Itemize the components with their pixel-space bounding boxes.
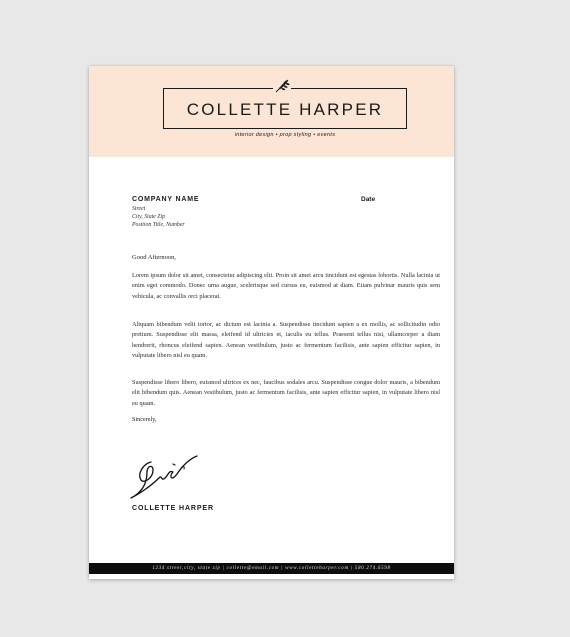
- recipient-address: [132, 205, 185, 229]
- letter-paragraph-3: Suspendisse libero libero, euismod ultrices ex nec, faucibus sodales arcu. Suspendisse congue dolor mauris, a bibendum elit bibendum quis. Aenean vestibulum, justo ac fermentum facilisis, ante sapien efficitur sapien, in vulputate libero nisl eu quam.: [132, 379, 440, 407]
- address-street: Street: [132, 206, 146, 212]
- recipient-company-name: COMPANY NAME: [132, 196, 200, 203]
- letter-date-label: Date: [361, 196, 376, 203]
- leaf-sprig-icon: [273, 78, 291, 94]
- brand-name: COLLETTE HARPER: [186, 100, 384, 119]
- letter-paragraph-1: Lorem ipsum dolor sit amet, consectetur adipiscing elit. Proin sit amet arcu tincidunt est egestas lobortis. Nulla lacinia ut enim eget commodo. Donec urna augue, scelerisque sed cursus eu, euismod at diam. Etiam pulvinar mauris quis sem vehicula, ac convallis orci placerat.: [132, 272, 440, 300]
- letter-greeting: Good Afternoon,: [132, 254, 177, 261]
- letterhead-page: [89, 66, 454, 579]
- handwritten-signature: [129, 452, 205, 502]
- contact-footer-bar: [89, 563, 454, 574]
- brand-tagline: interior design • prop styling • events: [234, 132, 336, 138]
- signature-name: COLLETTE HARPER: [132, 505, 214, 512]
- footer-contact-line: 1234 street,city, state zip | collette@email.com | www.colletteharper.com | 580.274.6598: [152, 566, 391, 571]
- letter-paragraph-2: Aliquam bibendum velit tortor, ac dictum est lacinia a. Suspendisse tincidunt sapien a ex mollis, ac sollicitudin odio pretium. Suspendisse elit massa, eleifend id ultricies et, iaculis eu tellus. Praesent tellus nisi, ullamcorper a diam hendrerit, rhoncus eleifend sapien. Aenean vestibulum, justo ac fermentum facilisis, ante sapien efficitur sapien, in vulputate libero nisl eu quam.: [132, 321, 440, 359]
- letter-closing: Sincerely,: [132, 416, 157, 423]
- address-position-title: Position Title, Number: [132, 222, 185, 228]
- letterhead-header: [89, 66, 454, 157]
- address-city-state-zip: City, State Zip: [132, 214, 166, 220]
